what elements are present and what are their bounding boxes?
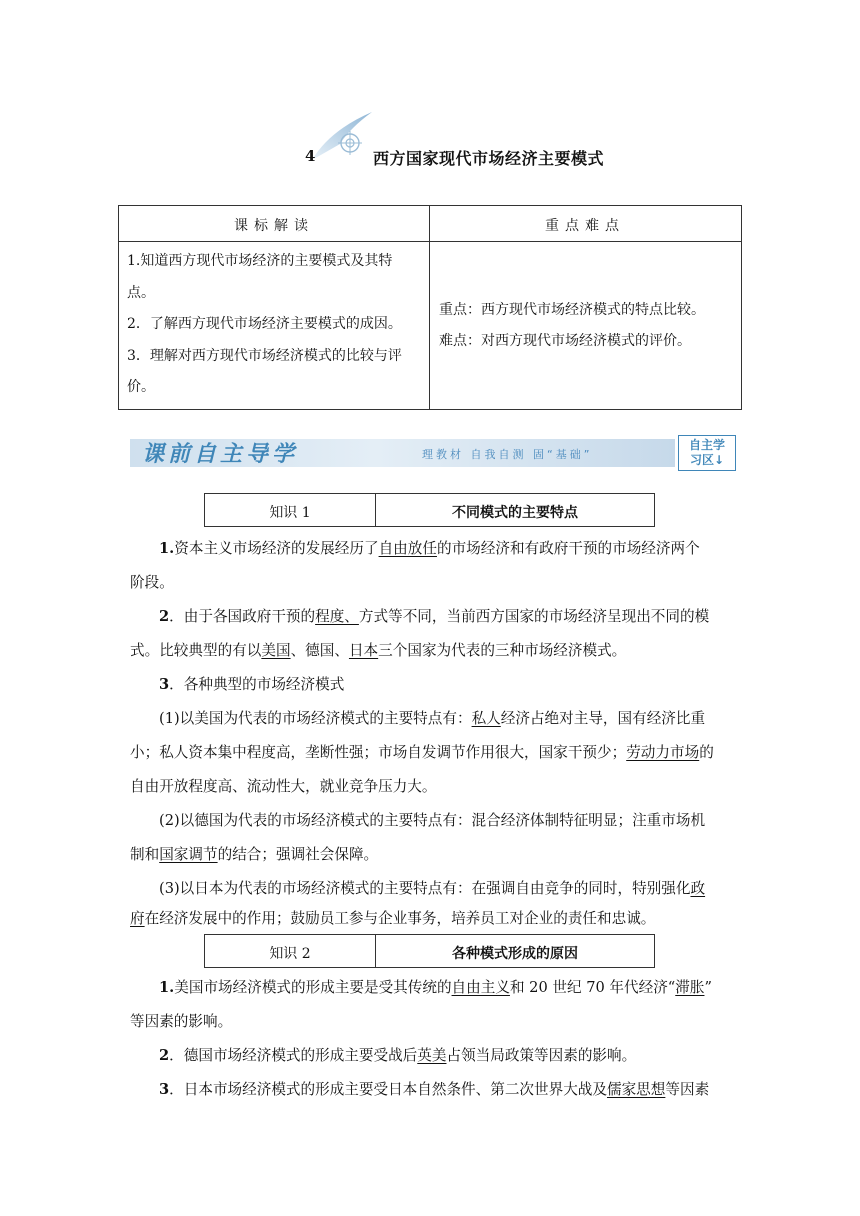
objectives-table [118, 205, 742, 410]
k1-paragraph-3: 3．各种典型的市场经济模式 [159, 676, 345, 693]
objective-line: 价。 [127, 379, 155, 395]
k1-paragraph-4-line-2: 小；私人资本集中程度高，垄断性强；市场自发调节作用很大，国家干预少；劳动力市场的 [130, 744, 714, 761]
answer-underline: 自由放任 [378, 540, 437, 557]
answer-underline: 私人 [471, 710, 501, 727]
answer-underline: 劳动力市场 [626, 744, 700, 761]
answer-underline: 日本 [348, 642, 379, 659]
knowledge-title: 不同模式的主要特点 [452, 505, 578, 521]
objective-line: 点。 [127, 284, 155, 301]
answer-underline: 府 [130, 910, 145, 927]
key-difficult-points-header: 重点难点 [545, 218, 625, 234]
k1-paragraph-6-line-2: 府在经济发展中的作用；鼓励员工参与企业事务，培养员工对企业的责任和忠诚。 [130, 910, 656, 927]
k2-paragraph-3: 3．日本市场经济模式的形成主要受日本自然条件、第二次世界大战及儒家思想等因素 [159, 1081, 710, 1098]
lesson-number: 4 [305, 147, 316, 165]
k1-paragraph-6-line-1: (3)以日本为代表的市场经济模式的主要特点有：在强调自由竞争的同时，特别强化政 [159, 880, 706, 897]
answer-underline: 自由主义 [451, 979, 510, 996]
table-divider [429, 206, 430, 409]
knowledge-2-box [204, 934, 655, 968]
section-banner [130, 433, 738, 473]
answer-underline: 程度、 [315, 608, 359, 625]
key-point: 重点：西方现代市场经济模式的特点比较。 [439, 302, 705, 318]
lesson-header [0, 110, 860, 170]
objective-line: 1.知道西方现代市场经济的主要模式及其特 [127, 253, 393, 269]
k1-paragraph-4-line-3: 自由开放程度高、流动性大，就业竞争压力大。 [130, 778, 437, 795]
k2-paragraph-1-line-1: 1.美国市场经济模式的形成主要是受其传统的自由主义和 20 世纪 70 年代经济“滞胀” [159, 979, 712, 996]
k1-paragraph-1-line-2: 阶段。 [130, 574, 174, 591]
difficult-point: 难点：对西方现代市场经济模式的评价。 [439, 333, 691, 349]
self-study-badge [678, 435, 736, 471]
compass-arrow-logo-icon [310, 110, 376, 162]
objective-line: 2．了解西方现代市场经济主要模式的成因。 [127, 316, 402, 332]
k1-paragraph-5-line-1: (2)以德国为代表的市场经济模式的主要特点有：混合经济体制特征明显；注重市场机 [159, 812, 706, 829]
answer-underline: 美国 [261, 642, 291, 659]
answer-underline: 政 [690, 880, 706, 897]
objective-line: 3．理解对西方现代市场经济模式的比较与评 [127, 347, 402, 364]
answer-underline: 国家调节 [159, 846, 218, 863]
badge-line: 习区↓ [689, 453, 725, 467]
k2-paragraph-1-line-2: 等因素的影响。 [130, 1013, 233, 1030]
banner-subtitle: 理教材 自我自测 固“基础” [422, 448, 593, 461]
k1-paragraph-2-line-1: 2．由于各国政府干预的程度、方式等不同，当前西方国家的市场经济呈现出不同的模 [159, 608, 710, 625]
answer-underline: 儒家思想 [606, 1081, 666, 1098]
answer-underline: 英美 [417, 1047, 447, 1064]
k1-paragraph-1-line-1: 1.资本主义市场经济的发展经历了自由放任的市场经济和有政府干预的市场经济两个 [159, 540, 700, 557]
knowledge-1-box [204, 493, 655, 527]
knowledge-label: 知识 1 [269, 505, 311, 521]
knowledge-label: 知识 2 [269, 946, 311, 962]
k2-paragraph-2: 2．德国市场经济模式的形成主要受战后英美占领当局政策等因素的影响。 [159, 1047, 637, 1064]
key-difficult-points-cell [439, 295, 735, 357]
knowledge-title: 各种模式形成的原因 [452, 946, 578, 962]
table-header-divider [119, 241, 741, 242]
badge-line: 自主学 [688, 438, 725, 452]
k1-paragraph-5-line-2: 制和国家调节的结合；强调社会保障。 [130, 846, 379, 863]
curriculum-interpretation-cell [127, 246, 423, 404]
lesson-title: 西方国家现代市场经济主要模式 [373, 149, 605, 168]
banner-title: 课前自主导学 [142, 442, 299, 467]
curriculum-interpretation-header: 课标解读 [234, 218, 314, 234]
k1-paragraph-2-line-2: 式。比较典型的有以美国、德国、日本三个国家为代表的三种市场经济模式。 [130, 642, 627, 659]
answer-underline: 滞胀 [675, 979, 705, 996]
k1-paragraph-4-line-1: (1)以美国为代表的市场经济模式的主要特点有：私人经济占绝对主导，国有经济比重 [159, 710, 706, 727]
